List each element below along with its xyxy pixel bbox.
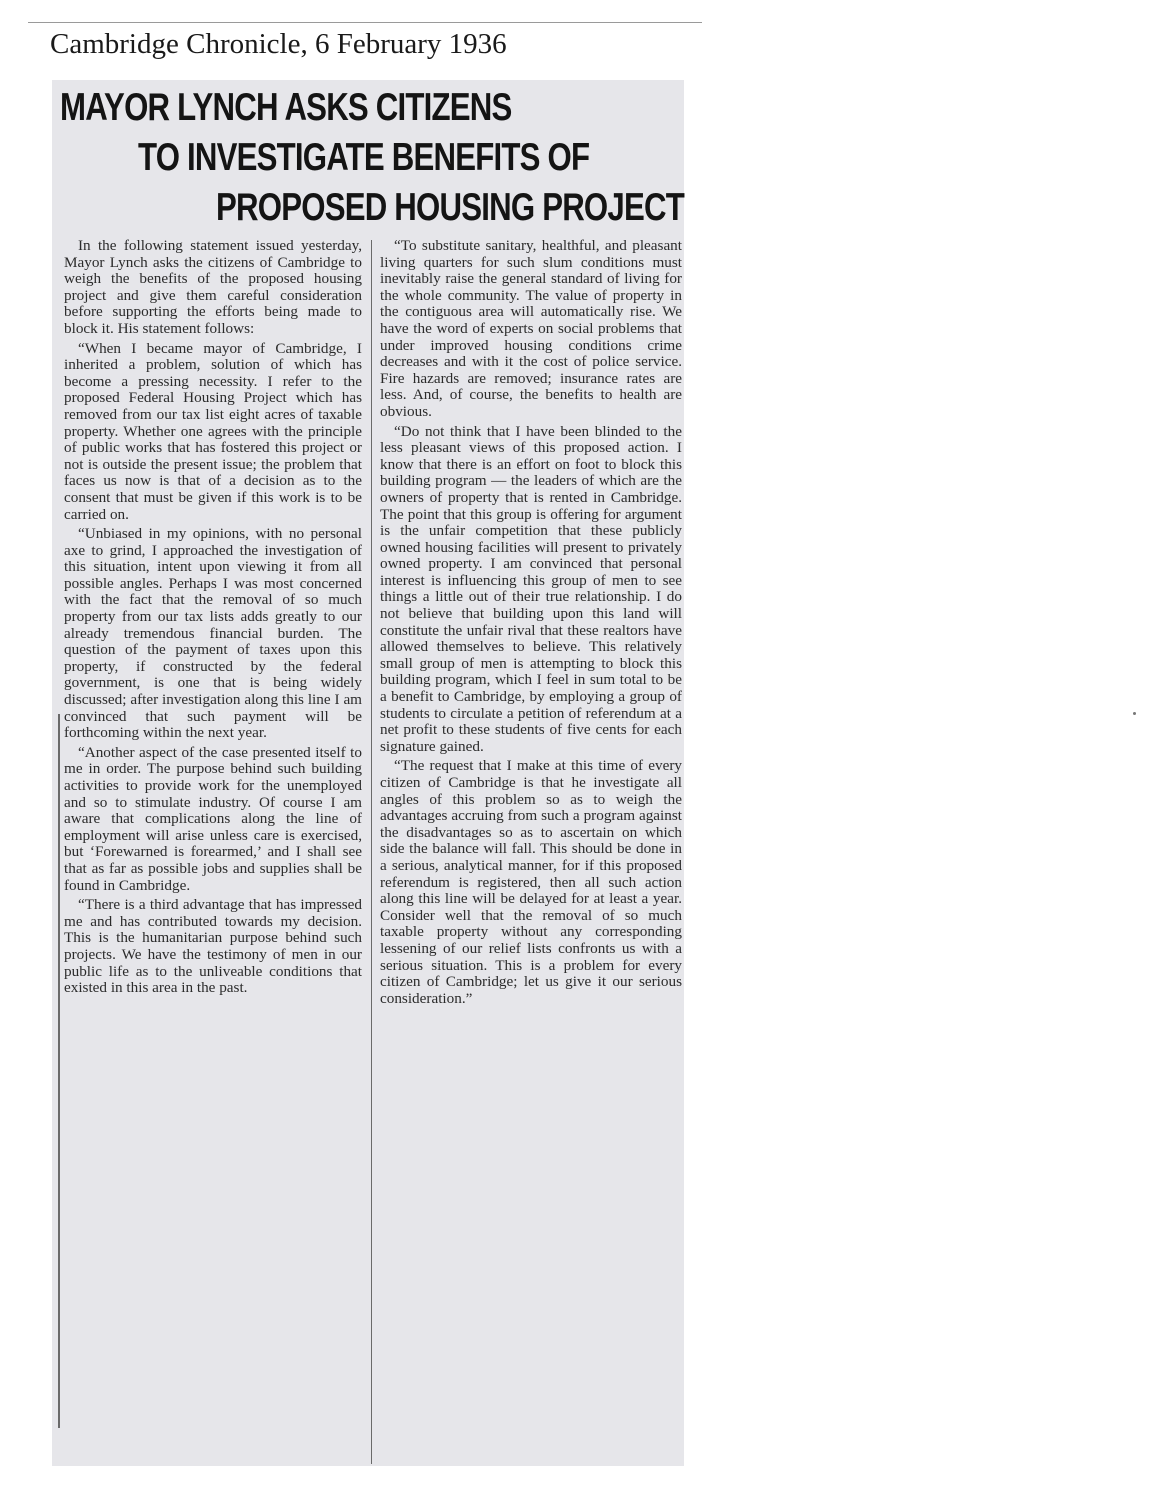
article-paragraph: “When I became mayor of Cambridge, I inherited a problem, solution of which has become a pressing necessity. I refer to the proposed Federal Housing Project which has removed from our tax list eight acres of taxable property. Whether one agrees with the principle of public works that has fostered this project or not is outside the present issue; the problem that faces us now is that of a decision as to the consent that must be given if this work is to be carried on. (64, 339, 362, 523)
column-divider (371, 240, 372, 1464)
headline (52, 80, 684, 235)
headline-line-3: PROPOSED HOUSING PROJECT (216, 186, 684, 229)
article-paragraph: “To substitute sanitary, healthful, and pleasant living quarters for such slum conditions must inevitably raise the general standard of living for the whole community. The value of property in the contiguous area will automatically rise. We have the word of experts on social problems that under improved housing conditions crime decreases and with it the cost of police service. Fire hazards are removed; insurance rates are less. And, of course, the benefits to health are obvious. (380, 237, 682, 420)
article-paragraph: “Unbiased in my opinions, with no personal axe to grind, I approached the investigation of this situation, intent upon viewing it from all possible angles. Perhaps I was most concerned with the fact that the removal of so much property from our tax lists adds greatly to our already tremendous financial burden. The question of the payment of taxes upon this property, if constructed by the federal government, is one that is being widely discussed; after investigation along this line I am convinced that such payment will be forthcoming within the next year. (64, 525, 362, 742)
headline-line-2: TO INVESTIGATE BENEFITS OF (138, 136, 590, 179)
article-right-column (380, 238, 682, 1010)
article-paragraph: In the following statement issued yesterday, Mayor Lynch asks the citizens of Cambridge to weigh the benefits of the proposed housing project and give them careful consideration before supporting the efforts being made to block it. His statement follows: (64, 237, 362, 337)
source-caption: Cambridge Chronicle, 6 February 1936 (50, 28, 507, 60)
headline-line-1: MAYOR LYNCH ASKS CITIZENS (60, 86, 512, 129)
article-left-column (64, 238, 362, 1000)
article-paragraph: “Do not think that I have been blinded to the less pleasant views of this proposed action. I know that there is an effort on foot to block this building program — the leaders of which are the owners of property that is rented in Cambridge. The point that this group is offering for argument is the unfair competition that these publicly owned housing facilities will present to privately owned property. I am convinced that personal interest is influencing this group of men to see things a little out of their true relationship. I do not believe that building upon this land will constitute the unfair rival that these realtors have allowed themselves to believe. This relatively small group of men is attempting to block this building program, which I feel in sum total to be a benefit to Cambridge, by employing a group of students to circulate a petition of referendum at a net profit to these students of five cents for each signature gained. (380, 422, 682, 755)
top-rule (28, 22, 702, 23)
article-paragraph: “The request that I make at this time of every citizen of Cambridge is that he investigate all angles of this problem so as to weigh the advantages accruing from such a program against the disadvantages so as to ascertain on which side the balance will fall. This should be done in a serious, analytical manner, for if this proposed referendum is registered, then all such action along this line will be delayed for at least a year. Consider well that the removal of so much taxable property without any corresponding lessening of our relief lists confronts us with a serious situation. This is a problem for every citizen of Cambridge; let us give it our serious consideration.” (380, 757, 682, 1007)
article-paragraph: “Another aspect of the case presented itself to me in order. The purpose behind such building activities to provide work for the unemployed and so to stimulate industry. Of course I am aware that complications along the line of employment will arise unless care is exercised, but ‘Forewarned is forearmed,’ and I shall see that as far as possible jobs and supplies shall be found in Cambridge. (64, 743, 362, 894)
scan-speck (1133, 712, 1136, 715)
article-paragraph: “There is a third advantage that has impressed me and has contributed towards my decision. This is the humanitarian purpose behind such projects. We have the testimony of men in our public life as to the unliveable conditions that existed in this area in the past. (64, 896, 362, 997)
column-margin-rule (58, 714, 60, 1428)
